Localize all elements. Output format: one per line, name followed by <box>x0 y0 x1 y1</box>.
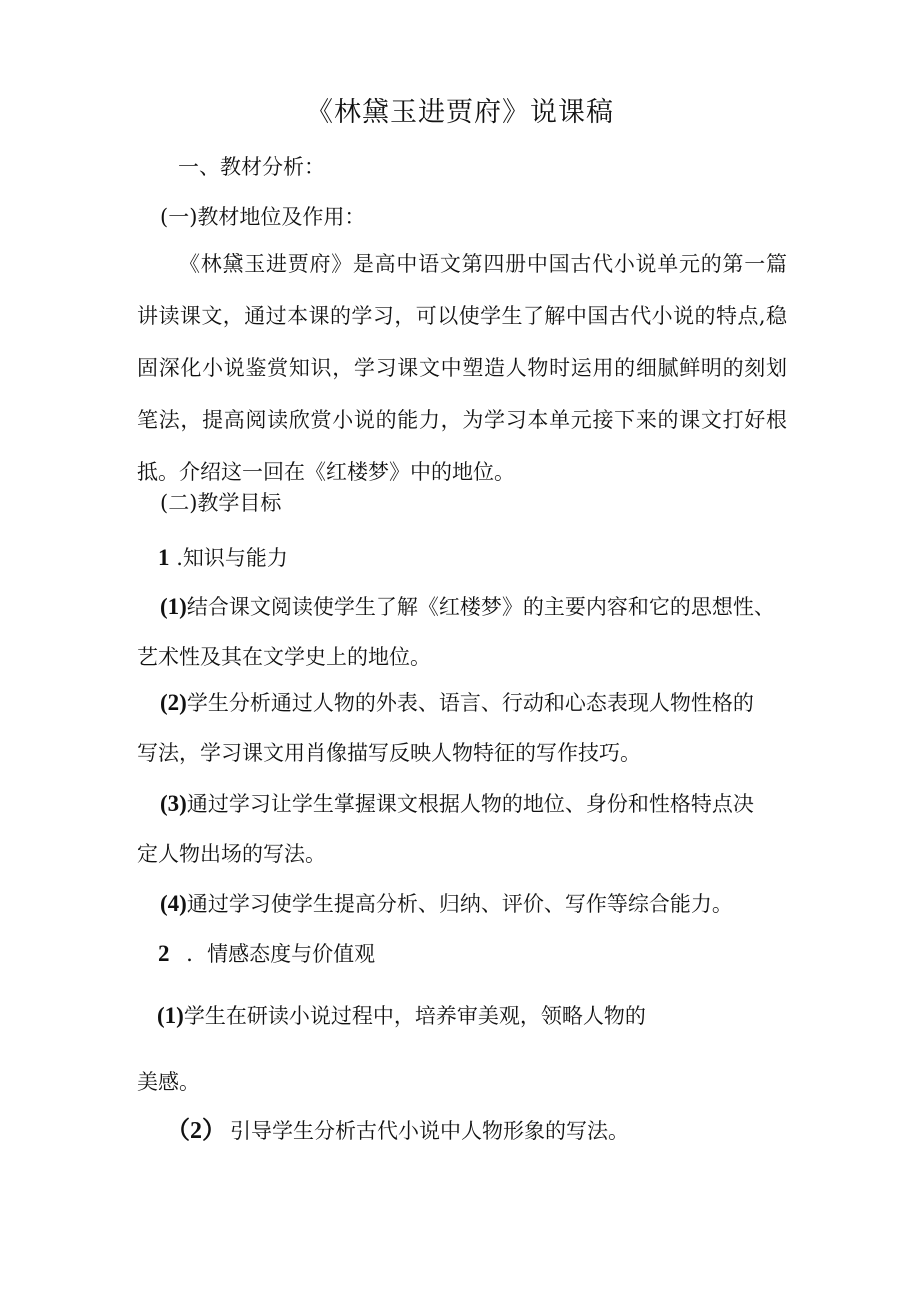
goal2-item-2-line1 <box>166 1116 629 1146</box>
goal1-item-4-line1 <box>160 889 733 919</box>
goal-label: ．情感态度与价值观 <box>186 942 376 966</box>
goal-label: .知识与能力 <box>176 546 288 570</box>
subsection-heading-teaching-goals: (二)教学目标 <box>160 491 282 515</box>
subsection-heading-position-role: (一)教材地位及作用： <box>160 205 366 229</box>
paragraph-textbook-position: 《林黛玉进贾府》是高中语文第四册中国古代小说单元的第一篇讲读课文，通过本课的学习，可以使学生了解中国古代小说的特点,稳固深化小说鉴赏知识，学习课文中塑造人物时运用的细腻鲜明的刻划笔法，提高阅读欣赏小说的能力，为学习本单元接下来的课文打好根抵。介绍这一回在《红楼梦》中的地位。 <box>137 252 787 484</box>
goal1-item-1-line2: 艺术性及其在文学史上的地位。 <box>137 645 431 669</box>
goal1-item-1-line1 <box>160 592 775 622</box>
goal2-item-1-line1 <box>157 1001 646 1031</box>
item-number: (3) <box>160 791 187 816</box>
item-text: 学生分析通过人物的外表、语言、行动和心态表现人物性格的 <box>186 691 754 715</box>
document-title: 《林黛玉进贾府》说课稿 <box>306 97 614 128</box>
goal-number: 1 <box>158 545 170 570</box>
item-number: (4) <box>160 891 187 916</box>
item-text: 通过学习使学生提高分析、归纳、评价、写作等综合能力。 <box>186 892 733 916</box>
item-text: 通过学习让学生掌握课文根据人物的地位、身份和性格特点决 <box>186 792 754 816</box>
goal-heading-emotion-values <box>158 939 375 969</box>
section-heading-textbook-analysis: 一、教材分析： <box>178 155 325 179</box>
item-text: 学生在研读小说过程中，培养审美观，领略人物的 <box>183 1004 646 1028</box>
goal1-item-3-line2: 定人物出场的写法。 <box>137 842 326 866</box>
goal-heading-knowledge-ability <box>158 543 288 573</box>
item-number: (1) <box>157 1003 184 1028</box>
item-text: 引导学生分析古代小说中人物形象的写法。 <box>230 1119 629 1143</box>
goal-number: 2 <box>158 941 170 966</box>
item-number: (1) <box>160 594 187 619</box>
item-number: （2） <box>166 1118 226 1144</box>
item-text: 结合课文阅读使学生了解《红楼梦》的主要内容和它的思想性、 <box>186 595 775 619</box>
goal1-item-2-line2: 写法，学习课文用肖像描写反映人物特征的写作技巧。 <box>137 741 641 765</box>
goal2-item-1-line2: 美感。 <box>137 1070 200 1094</box>
goal1-item-3-line1 <box>160 789 754 819</box>
item-number: (2) <box>160 690 187 715</box>
goal1-item-2-line1 <box>160 688 754 718</box>
